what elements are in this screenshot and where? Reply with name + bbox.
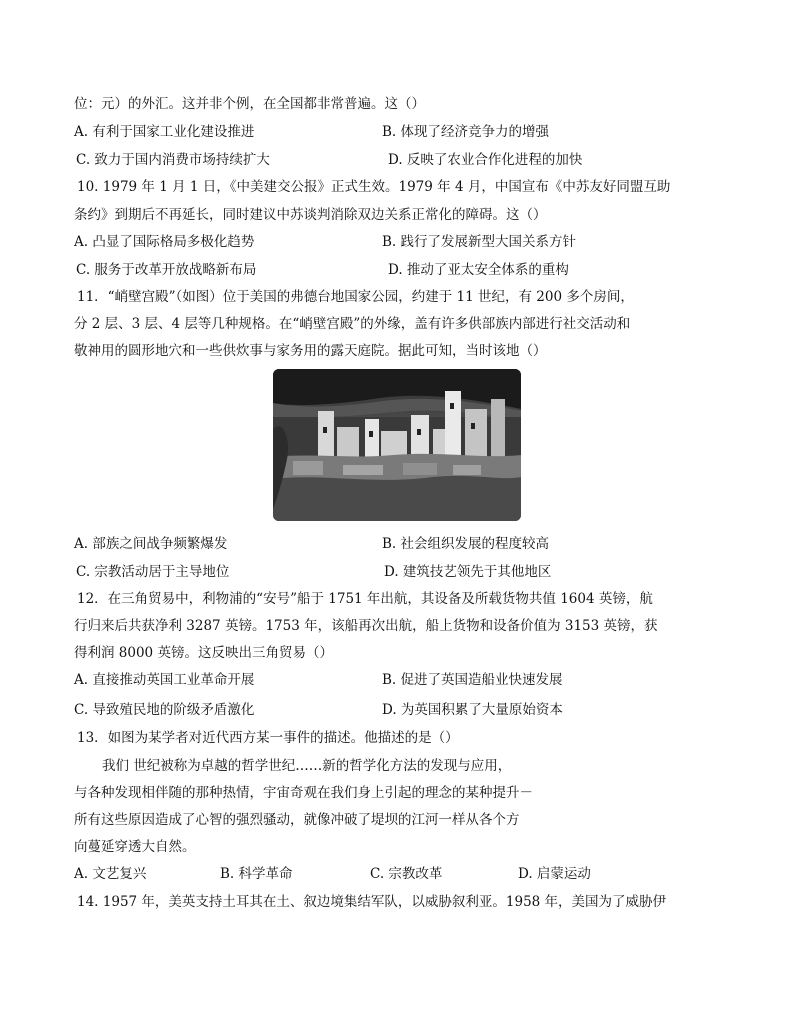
q9-option-b: B. 体现了经济竞争力的增强: [382, 124, 550, 140]
quote-line-1: 我们 世纪被称为卓越的哲学世纪……新的哲学化方法的发现与应用，: [102, 758, 512, 774]
q12-option-d: D. 为英国积累了大量原始资本: [382, 702, 563, 718]
q11-option-a: A. 部族之间战争频繁爆发: [74, 536, 228, 552]
q12-stem-line-2: 行归来后共获净利 3287 英镑。1753 年，该船再次出航，船上货物和设备价值为 3153 英镑，获: [74, 618, 658, 634]
q10-option-a: A. 凸显了国际格局多极化趋势: [74, 234, 255, 250]
text-line: 位：元）的外汇。这并非个例，在全国都非常普遍。这（）: [74, 96, 425, 112]
q9-option-c: C. 致力于国内消费市场持续扩大: [76, 152, 270, 168]
quote-line-3: 所有这些原因造成了心智的强烈骚动，就像冲破了堤坝的江河一样从各个方: [74, 812, 520, 828]
q10-option-d: D. 推动了亚太安全体系的重构: [388, 262, 569, 278]
q11-stem-line-1: 11．“峭壁宫殿”（如图）位于美国的弗德台地国家公园，约建于 11 世纪，有 200 多个房间，: [77, 289, 634, 305]
quote-line-2: 与各种发现相伴随的那种热情，宇宙奇观在我们身上引起的理念的某种提升－: [74, 785, 533, 801]
q11-stem-line-3: 敬神用的圆形地穴和一些供炊事与家务用的露天庭院。据此可知，当时该地（）: [74, 343, 547, 359]
q11-option-d: D. 建筑技艺领先于其他地区: [384, 564, 552, 580]
q9-option-d: D. 反映了农业合作化进程的加快: [388, 152, 583, 168]
q9-option-a: A. 有利于国家工业化建设推进: [74, 124, 255, 140]
q13-option-d: D. 启蒙运动: [518, 866, 591, 882]
q11-option-b: B. 社会组织发展的程度较高: [382, 536, 550, 552]
q10-stem-line-2: 条约》到期后不再延长，同时建议中苏谈判消除双边关系正常化的障碍。这（）: [74, 207, 547, 223]
q14-stem-line-1: 14. 1957 年，美英支持土耳其在土、叙边境集结军队，以威胁叙利亚。1958 年，美国为了威胁伊: [77, 894, 667, 910]
q12-stem-line-3: 得利润 8000 英镑。这反映出三角贸易（）: [74, 645, 333, 661]
q11-stem-line-2: 分 2 层、3 层、4 层等几种规格。在“峭壁宫殿”的外缘，盖有许多供部族内部进行社交活动和: [74, 316, 631, 332]
q12-stem-line-1: 12．在三角贸易中，利物浦的“安号”船于 1751 年出航，其设备及所载货物共值 1604 英镑，航: [77, 591, 653, 607]
cliff-palace-photo: [273, 369, 521, 521]
q13-option-a: A. 文艺复兴: [74, 866, 147, 882]
q11-option-c: C. 宗教活动居于主导地位: [76, 564, 230, 580]
q13-option-c: C. 宗教改革: [370, 866, 443, 882]
q12-option-c: C. 导致殖民地的阶级矛盾激化: [74, 702, 255, 718]
quote-line-4: 向蔓延穿透大自然。: [74, 839, 196, 855]
q10-option-c: C. 服务于改革开放战略新布局: [76, 262, 257, 278]
q10-stem-line-1: 10. 1979 年 1 月 1 日，《中美建交公报》正式生效。1979 年 4 月，中国宣布《中苏友好同盟互助: [77, 179, 671, 195]
q13-option-b: B. 科学革命: [220, 866, 293, 882]
q13-stem: 13．如图为某学者对近代西方某一事件的描述。他描述的是（）: [77, 730, 459, 746]
q12-option-a: A. 直接推动英国工业革命开展: [74, 672, 255, 688]
q12-option-b: B. 促进了英国造船业快速发展: [382, 672, 563, 688]
q10-option-b: B. 践行了发展新型大国关系方针: [382, 234, 577, 250]
